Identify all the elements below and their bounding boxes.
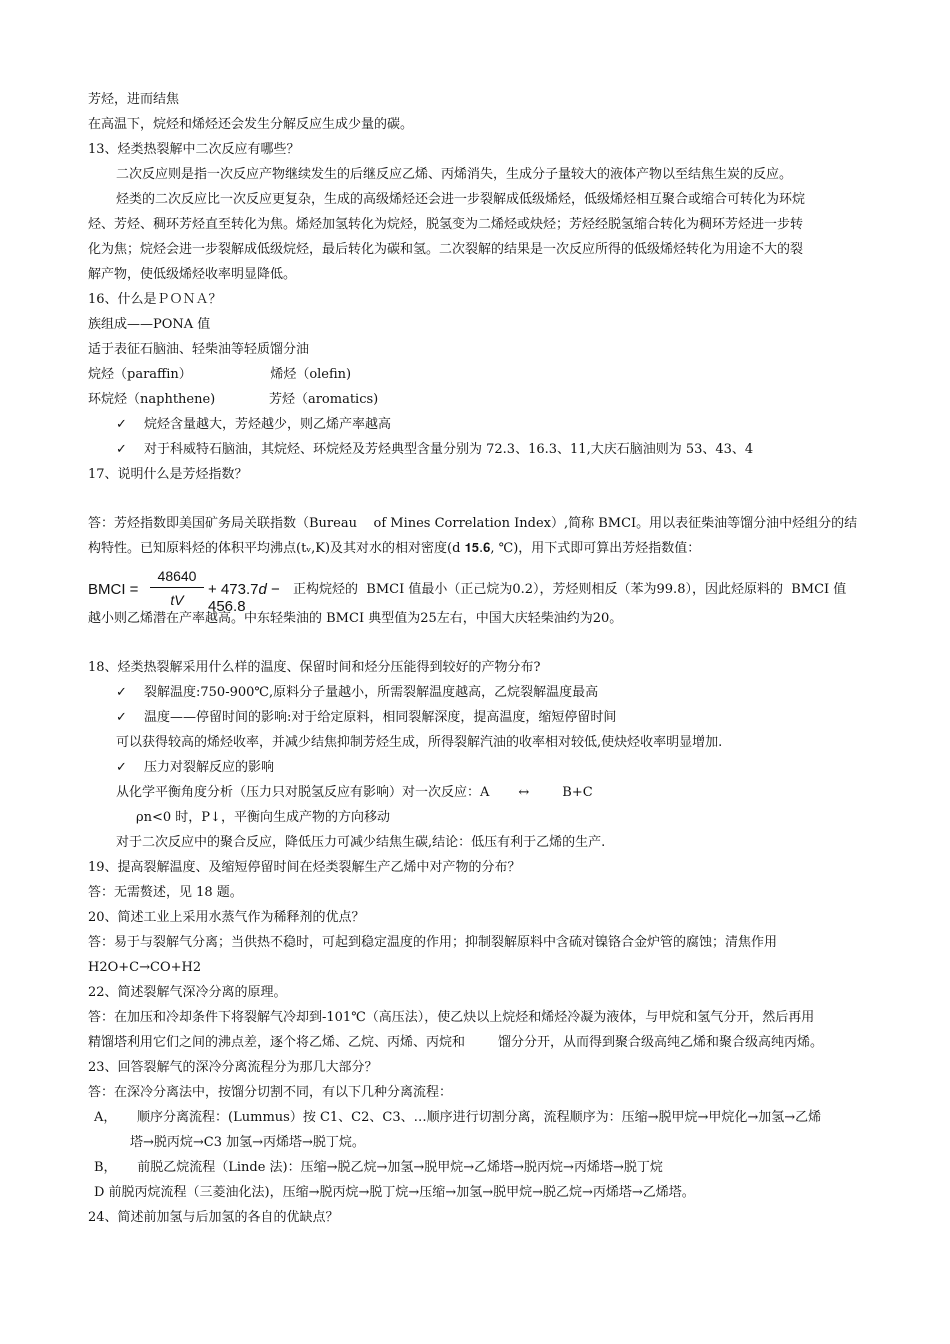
text-line: 精馏塔利用它们之间的沸点差，逐个将乙烯、乙烷、丙烯、丙烷和 馏分分开，从而得到聚合级高纯乙烯和聚合级高纯丙烯。 [88,1035,824,1050]
bullet-text: 温度——停留时间的影响:对于给定原料，相同裂解深度，提高温度，缩短停留时间 [144,710,617,725]
question-heading: 20、简述工业上采用水蒸气作为稀释剂的优点？ [88,910,365,925]
check-icon: ✓ [116,760,127,775]
text-line: 正构烷烃的 BMCI 值最小（正己烷为0.2），芳烃则相反（苯为99.8），因此烃原料的 BMCI 值 [293,582,847,597]
text-line: 答：易于与裂解气分离；当供热不稳时，可起到稳定温度的作用；抑制裂解原料中含硫对镍铬合金炉管的腐蚀；清焦作用 [88,935,778,950]
question-heading: 22、简述裂解气深冷分离的原理。 [88,985,287,1000]
check-icon: ✓ [116,710,127,725]
question-heading: 13、烃类热裂解中二次反应有哪些？ [88,142,300,157]
text-line: 答：无需赘述，见 18 题。 [88,885,243,900]
text-line: 越小则乙烯潜在产率越高。中东轻柴油的 BMCI 典型值为25左右，中国大庆轻柴油约为20。 [88,611,623,626]
bullet-text: 压力对裂解反应的影响 [144,760,275,775]
text-line: 对于二次反应中的聚合反应，降低压力可减少结焦生碳,结论：低压有利于乙烯的生产. [116,835,606,850]
text-line: B， 前脱乙烷流程（Linde 法)：压缩→脱乙烷→加氢→脱甲烷→乙烯塔→脱丙烷→丙烯塔→脱丁烷 [94,1160,663,1175]
text-line: 适于表征石脑油、轻柴油等轻质馏分油 [88,342,310,357]
formula-terms: + 473.7d − 456.8 [208,581,280,615]
text-line: 答：在加压和冷却条件下将裂解气冷却到-101℃（高压法），使乙炔以上烷烃和烯烃冷凝为液体，与甲烷和氢气分开，然后再用 [88,1010,815,1025]
text-line: 可以获得较高的烯烃收率，并减少结焦抑制芳烃生成，所得裂解汽油的收率相对较低,使炔烃收率明显增加. [116,735,723,750]
bullet-item [116,759,886,776]
text-line: 族组成——PONA 值 [88,317,211,332]
text-line: H2O+C→CO+H2 [88,960,202,975]
question-heading: 19、提高裂解温度、及缩短停留时间在烃类裂解生产乙烯中对产物的分布？ [88,860,521,875]
text-line: 二次反应则是指一次反应产物继续发生的后继反应乙烯、丙烯消失，生成分子量较大的液体产物以至结焦生炭的反应。 [116,167,793,182]
bmci-formula [88,565,293,613]
text-line: 答：芳烃指数即美国矿务局关联指数（Bureau of Mines Correlation Index）,简称 BMCI。用以表征柴油等馏分油中烃组分的结 [88,516,858,531]
formula-denominator: tV [170,592,184,608]
bullet-text: 烷烃含量越大，芳烃越少，则乙烯产率越高 [144,417,392,432]
check-icon: ✓ [116,417,127,432]
text-line: A， 顺序分离流程：(Lummus）按 C1、C2、C3、…顺序进行切割分离，流程顺序为：压缩→脱甲烷→甲烷化→加氢→乙烯 [94,1110,822,1125]
question-heading: 23、回答裂解气的深冷分离流程分为那几大部分？ [88,1060,378,1075]
bullet-item [116,709,886,726]
text-line: D 前脱丙烷流程（三菱油化法)，压缩→脱丙烷→脱丁烷→压缩→加氢→脱甲烷→脱乙烷→丙烯塔→乙烯塔。 [94,1185,695,1200]
text-line: 烷烃（paraffin） 烯烃（olefin) [88,367,352,382]
text-line: 在高温下，烷烃和烯烃还会发生分解反应生成少量的碳。 [88,117,414,132]
text-line: ρn<0 时，P↓，平衡向生成产物的方向移动 [136,810,390,825]
bullet-item [116,416,886,433]
text-line: 烃类的二次反应比一次反应更复杂，生成的高级烯烃还会进一步裂解成低级烯烃，低级烯烃相互聚合或缩合可转化为环烷 [116,192,806,207]
formula-lhs: BMCI = [88,581,139,598]
formula-numerator: 48640 [157,568,197,584]
bullet-text: 裂解温度:750-900℃,原料分子量越小，所需裂解温度越高，乙烷裂解温度最高 [144,685,599,700]
text-line: 环烷烃（naphthene) 芳烃（aromatics) [88,392,379,407]
check-icon: ✓ [116,442,127,457]
text-line: 塔→脱丙烷→C3 加氢→丙烯塔→脱丁烷。 [130,1135,365,1150]
text-line: 芳烃，进而结焦 [88,92,180,107]
text-line: 化为焦；烷烃会进一步裂解成低级烷烃，最后转化为碳和氢。二次裂解的结果是一次反应所得的低级烯烃转化为用途不大的裂 [88,242,804,257]
question-heading: 16、什么是ＰＯＮＡ？ [88,292,222,307]
check-icon: ✓ [116,685,127,700]
bullet-text: 对于科威特石脑油，其烷烃、环烷烃及芳烃典型含量分别为 72.3、16.3、11,大庆石脑油则为 53、43、4 [144,442,754,457]
text-line: 烃、芳烃、稠环芳烃直至转化为焦。烯烃加氢转化为烷烃，脱氢变为二烯烃或炔烃；芳烃经脱氢缩合转化为稠环芳烃进一步转 [88,217,804,232]
text-line: 解产物，使低级烯烃收率明显降低。 [88,267,297,282]
formula-fraction [150,567,204,609]
question-heading: 18、烃类热裂解采用什么样的温度、保留时间和烃分压能得到较好的产物分布? [88,660,541,675]
text-line: 构特性。已知原料烃的体积平均沸点(tᵥ,K)及其对水的相对密度(d 𝟏𝟓.𝟔, ℃)，用下式即可算出芳烃指数值： [88,541,701,556]
bullet-item [116,684,886,701]
question-heading: 17、说明什么是芳烃指数？ [88,467,248,482]
text-line: 答：在深冷分离法中，按馏分切割不同，有以下几种分离流程： [88,1085,453,1100]
text-line: 从化学平衡角度分析（压力只对脱氢反应有影响）对一次反应：A ↔ B+C [116,785,593,800]
bullet-item [116,441,886,458]
fraction-bar [150,587,204,588]
question-heading: 24、简述前加氢与后加氢的各自的优缺点？ [88,1210,339,1225]
